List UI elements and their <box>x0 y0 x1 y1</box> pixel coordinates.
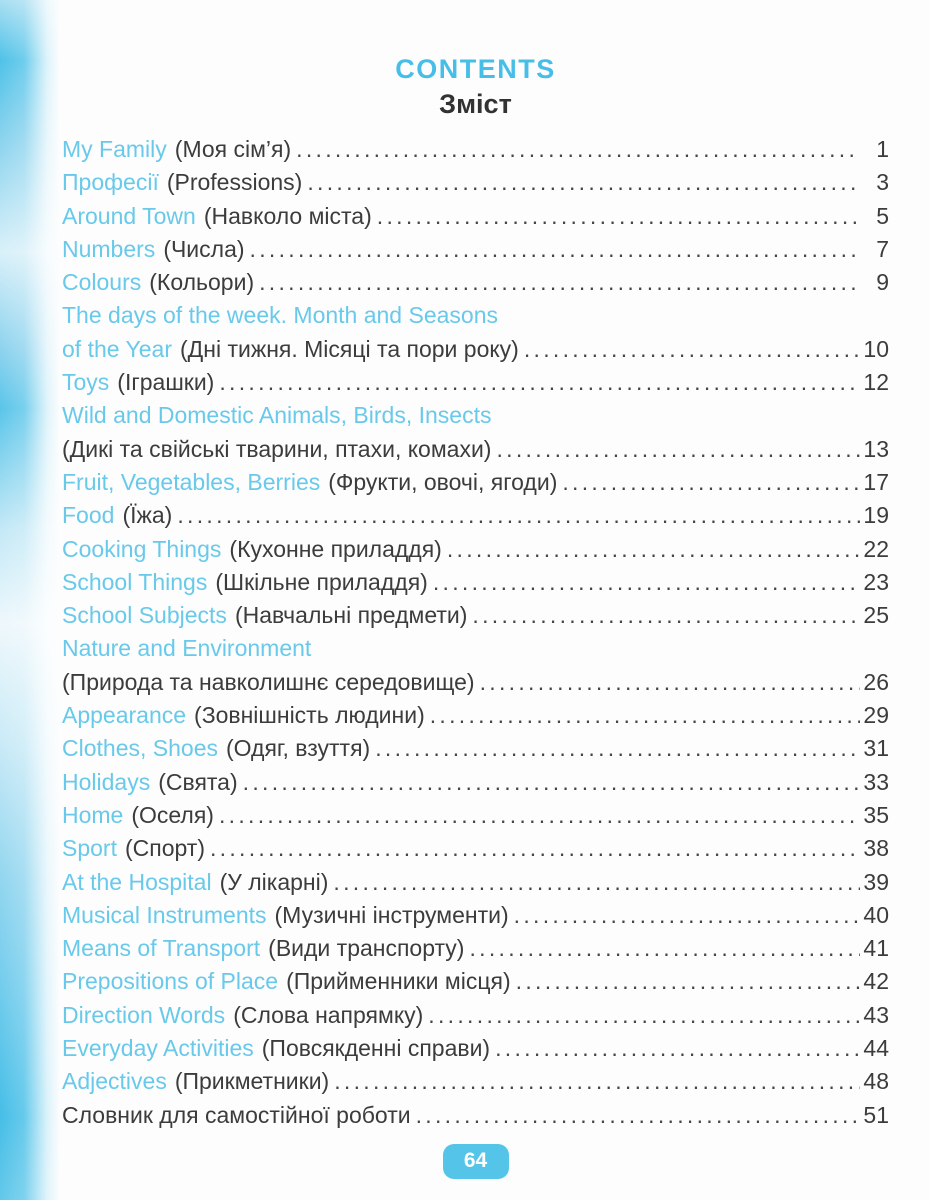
toc-entry-page: 31 <box>863 735 889 762</box>
dotted-leader <box>433 569 860 596</box>
toc-entry-translation: (Professions) <box>166 169 303 196</box>
toc-entry-translation: (Кольори) <box>149 269 255 296</box>
dotted-leader <box>480 669 860 696</box>
toc-entry <box>62 1068 889 1101</box>
toc-entry <box>62 935 889 968</box>
toc-entry-title: Direction Words <box>62 1001 226 1028</box>
toc-entry-title: Clothes, Shoes <box>62 735 218 762</box>
toc-entry-translation: (Фрукти, овочі, ягоди) <box>328 468 558 495</box>
toc-entry-page: 10 <box>863 335 889 362</box>
dotted-leader <box>562 469 860 496</box>
toc-list <box>62 136 889 1135</box>
toc-entry <box>62 436 889 469</box>
toc-entry-page: 44 <box>863 1035 889 1062</box>
toc-entry <box>62 669 889 702</box>
toc-entry <box>62 1002 889 1035</box>
toc-entry <box>62 769 889 802</box>
dotted-leader <box>333 869 860 896</box>
toc-entry-title: Around Town <box>62 202 196 229</box>
toc-entry-page: 13 <box>863 435 889 462</box>
toc-entry <box>62 702 889 735</box>
toc-entry <box>62 569 889 602</box>
toc-entry-page: 51 <box>863 1101 889 1128</box>
dotted-leader <box>516 968 860 995</box>
dotted-leader <box>219 802 860 829</box>
dotted-leader <box>514 902 860 929</box>
toc-entry-page: 39 <box>863 868 889 895</box>
toc-entry-translation: (Шкільне приладдя) <box>215 568 428 595</box>
toc-entry-title: School Things <box>62 568 208 595</box>
toc-entry <box>62 236 889 269</box>
toc-entry <box>62 968 889 1001</box>
toc-entry-title: Means of Transport <box>62 935 261 962</box>
toc-entry <box>62 469 889 502</box>
toc-entry-translation: (Спорт) <box>124 835 205 862</box>
dotted-leader <box>307 169 860 196</box>
toc-entry-translation: (Слова напрямку) <box>233 1001 424 1028</box>
dotted-leader <box>177 502 860 529</box>
toc-entry-translation: (Оселя) <box>131 801 214 828</box>
dotted-leader <box>416 1102 860 1129</box>
toc-entry-title: of the Year <box>62 335 172 362</box>
toc-entry-page: 35 <box>863 801 889 828</box>
toc-entry-translation: (Одяг, взуття) <box>225 735 371 762</box>
toc-entry-page: 43 <box>863 1001 889 1028</box>
toc-entry-page: 42 <box>863 968 889 995</box>
dotted-leader <box>210 835 860 862</box>
toc-entry-title: School Subjects <box>62 602 227 629</box>
toc-entry-translation: (Навколо міста) <box>203 202 372 229</box>
toc-entry-title: Home <box>62 801 124 828</box>
toc-entry-page: 29 <box>863 702 889 729</box>
toc-entry-page: 5 <box>876 202 889 229</box>
toc-entry-title: Cooking Things <box>62 535 222 562</box>
dotted-leader <box>428 1002 860 1029</box>
toc-entry <box>62 536 889 569</box>
toc-entry <box>62 902 889 935</box>
dotted-leader <box>259 269 860 296</box>
toc-entry-title: At the Hospital <box>62 868 212 895</box>
toc-entry-page: 19 <box>863 502 889 529</box>
toc-entry-page: 22 <box>863 535 889 562</box>
toc-entry-title: Toys <box>62 369 110 396</box>
toc-entry-page: 25 <box>863 602 889 629</box>
page-content <box>62 0 889 1179</box>
toc-entry-translation: (Дні тижня. Місяці та пори року) <box>180 335 519 362</box>
toc-entry-page: 9 <box>876 269 889 296</box>
toc-entry-translation: (Числа) <box>163 235 245 262</box>
toc-entry <box>62 869 889 902</box>
dotted-leader <box>243 769 860 796</box>
toc-entry <box>62 369 889 402</box>
toc-entry <box>62 169 889 202</box>
dotted-leader <box>496 436 860 463</box>
toc-entry-title: Colours <box>62 269 142 296</box>
toc-entry-title: The days of the week. Month and Seasons <box>62 302 498 329</box>
toc-entry-translation: Словник для самостійної роботи <box>62 1101 411 1128</box>
footer <box>62 1144 889 1179</box>
toc-entry-page: 33 <box>863 768 889 795</box>
toc-entry <box>62 336 889 369</box>
toc-entry-title: Sport <box>62 835 117 862</box>
toc-entry-page: 1 <box>876 136 889 162</box>
dotted-leader <box>430 702 860 729</box>
toc-entry-title: Fruit, Vegetables, Berries <box>62 468 321 495</box>
toc-entry-translation: (Музичні інструменти) <box>274 901 509 928</box>
contents-subtitle: Зміст <box>439 89 512 119</box>
toc-entry-page: 12 <box>863 369 889 396</box>
toc-entry-translation: (Види транспорту) <box>268 935 465 962</box>
toc-entry <box>62 302 889 335</box>
toc-entry-translation: (Навчальні предмети) <box>234 602 468 629</box>
toc-entry-page: 40 <box>863 901 889 928</box>
toc-entry-page: 7 <box>876 235 889 262</box>
toc-entry-page: 26 <box>863 668 889 695</box>
toc-entry-translation: (Свята) <box>158 768 238 795</box>
toc-entry-translation: (Дикі та свійські тварини, птахи, комахи) <box>62 435 492 462</box>
toc-entry-translation: (Повсякденні справи) <box>261 1035 491 1062</box>
toc-entry-title: My Family <box>62 136 167 162</box>
toc-entry-title: Musical Instruments <box>62 901 267 928</box>
toc-entry-title: Food <box>62 502 115 529</box>
dotted-leader <box>250 236 860 263</box>
toc-entry-title: Everyday Activities <box>62 1035 254 1062</box>
dotted-leader <box>524 336 860 363</box>
dotted-leader <box>219 369 860 396</box>
contents-title: CONTENTS <box>395 54 556 84</box>
toc-entry-translation: (Їжа) <box>122 502 173 529</box>
toc-entry-translation: (У лікарні) <box>219 868 329 895</box>
page-number-badge: 64 <box>443 1144 509 1179</box>
dotted-leader <box>375 735 860 762</box>
toc-entry-page: 38 <box>863 835 889 862</box>
book-binding-edge <box>0 0 60 1200</box>
dotted-leader <box>469 935 860 962</box>
toc-entry <box>62 1035 889 1068</box>
toc-entry-page: 3 <box>876 169 889 196</box>
toc-entry-page: 41 <box>863 935 889 962</box>
dotted-leader <box>495 1035 860 1062</box>
toc-entry-title: Appearance <box>62 702 187 729</box>
toc-entry-title: Prepositions of Place <box>62 968 279 995</box>
toc-entry-translation: (Зовнішність людини) <box>194 702 425 729</box>
dotted-leader <box>472 602 860 629</box>
dotted-leader <box>334 1068 860 1095</box>
toc-entry <box>62 1102 889 1135</box>
toc-entry <box>62 835 889 868</box>
toc-entry <box>62 502 889 535</box>
toc-entry-translation: (Кухонне приладдя) <box>229 535 442 562</box>
toc-entry-title: Adjectives <box>62 1068 167 1095</box>
toc-entry <box>62 269 889 302</box>
toc-entry-page: 48 <box>863 1068 889 1095</box>
toc-entry <box>62 735 889 768</box>
toc-entry-translation: (Прикметники) <box>174 1068 330 1095</box>
dotted-leader <box>296 136 860 163</box>
toc-entry-translation: (Природа та навколишнє середовище) <box>62 668 475 695</box>
toc-entry <box>62 602 889 635</box>
toc-entry-page: 23 <box>863 568 889 595</box>
toc-entry-title: Nature and Environment <box>62 635 312 662</box>
toc-entry-title: Holidays <box>62 768 151 795</box>
toc-entry <box>62 203 889 236</box>
toc-entry-translation: (Прийменники місця) <box>286 968 511 995</box>
toc-entry <box>62 802 889 835</box>
dotted-leader <box>377 203 860 230</box>
toc-entry-title: Numbers <box>62 235 156 262</box>
toc-entry <box>62 402 889 435</box>
toc-entry-translation: (Іграшки) <box>117 369 215 396</box>
toc-entry-title: Професії <box>62 169 159 196</box>
toc-entry-title: Wild and Domestic Animals, Birds, Insects <box>62 402 492 429</box>
toc-entry <box>62 635 889 668</box>
toc-entry-translation: (Моя сім’я) <box>174 136 292 162</box>
dotted-leader <box>447 536 860 563</box>
toc-entry <box>62 136 889 169</box>
toc-entry-page: 17 <box>863 468 889 495</box>
